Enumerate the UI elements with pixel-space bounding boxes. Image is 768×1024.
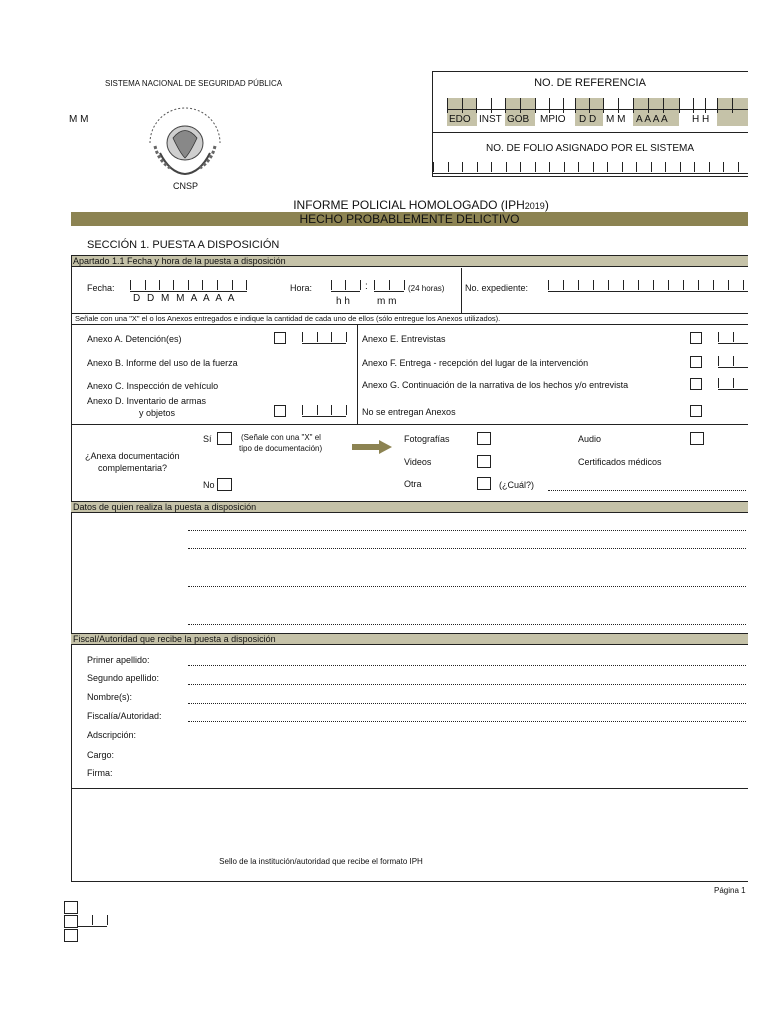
doc-type-videos: Videos xyxy=(404,457,432,467)
fiscalia-label: Fiscalía/Autoridad: xyxy=(87,711,162,721)
fecha-format: D D M M A A A A xyxy=(133,293,237,304)
si-checkbox[interactable] xyxy=(217,432,232,445)
cual-input[interactable] xyxy=(548,490,746,491)
reference-digit-row[interactable] xyxy=(447,98,748,110)
org-name: SISTEMA NACIONAL DE SEGURIDAD PÚBLICA xyxy=(105,79,283,88)
folio-title: NO. DE FOLIO ASIGNADO POR EL SISTEMA xyxy=(485,143,694,154)
adscripcion-label: Adscripción: xyxy=(87,730,137,740)
hora-separator: : xyxy=(365,281,368,292)
doc-question: ¿Anexa documentación xyxy=(85,451,180,461)
hora-label: Hora: xyxy=(290,283,313,293)
cnsp-label: CNSP xyxy=(173,181,199,191)
cual-label: (¿Cuál?) xyxy=(499,480,535,490)
si-label: Sí xyxy=(203,434,212,444)
doc-note: (Señale con una "X" el xyxy=(241,433,321,442)
datos-line[interactable] xyxy=(188,586,746,587)
firma-label: Firma: xyxy=(87,768,113,778)
anexo-d-label-2: y objetos xyxy=(139,408,176,418)
no-checkbox[interactable] xyxy=(217,478,232,491)
page-title: INFORME POLICIAL HOMOLOGADO (IPH2019) xyxy=(293,198,549,212)
anexo-d-checkbox[interactable] xyxy=(274,405,286,417)
apartado-band: Apartado 1.1 Fecha y hora de la puesta a disposición xyxy=(71,255,748,267)
ref-code-mpio: MPIO xyxy=(540,114,566,125)
hora-mm-label: m m xyxy=(377,296,397,307)
segundo-apellido-input[interactable] xyxy=(188,684,746,685)
anexo-a-count[interactable] xyxy=(302,332,346,344)
anexo-e-checkbox[interactable] xyxy=(690,332,702,344)
ref-code-mm: M M xyxy=(606,114,626,125)
datos-line[interactable] xyxy=(188,530,746,531)
nombres-label: Nombre(s): xyxy=(87,692,133,702)
fecha-label: Fecha: xyxy=(87,283,115,293)
anexo-d-count[interactable] xyxy=(302,405,346,417)
datos-band: Datos de quien realiza la puesta a disposición xyxy=(71,501,748,513)
fiscal-band: Fiscal/Autoridad que recibe la puesta a disposición xyxy=(71,633,748,645)
hora-hh-label: h h xyxy=(336,296,350,307)
anexo-a-label: Anexo A. Detención(es) xyxy=(87,334,182,344)
anexo-g-label: Anexo G. Continuación de la narrativa de los hechos y/o entrevista xyxy=(362,380,629,390)
no-label: No xyxy=(203,480,215,490)
folio-digit-row[interactable] xyxy=(433,162,748,174)
anexo-e-label: Anexo E. Entrevistas xyxy=(362,334,446,344)
no-anexos-label: No se entregan Anexos xyxy=(362,407,456,417)
doc-note-2: tipo de documentación) xyxy=(239,444,323,453)
doc-type-otra: Otra xyxy=(404,479,422,489)
anexo-b-label: Anexo B. Informe del uso de la fuerza xyxy=(87,358,238,368)
audio-checkbox[interactable] xyxy=(690,432,704,445)
section-title: SECCIÓN 1. PUESTA A DISPOSICIÓN xyxy=(87,239,280,251)
seal-emblem-icon xyxy=(140,98,230,180)
cargo-label: Cargo: xyxy=(87,750,115,760)
footer-box-3[interactable] xyxy=(64,929,78,942)
ref-code-inst: INST xyxy=(479,114,502,125)
segundo-apellido-label: Segundo apellido: xyxy=(87,673,160,683)
datos-line[interactable] xyxy=(188,548,746,549)
ref-code-dd: D D xyxy=(579,114,597,125)
anexo-f-label: Anexo F. Entrega - recepción del lugar de la intervención xyxy=(362,358,589,368)
ref-code-gob: GOB xyxy=(507,114,530,125)
page-number: Página 1 xyxy=(714,886,746,895)
sello-label: Sello de la institución/autoridad que recibe el formato IPH xyxy=(219,857,423,866)
hora-note: (24 horas) xyxy=(408,284,445,293)
doc-type-fotografias: Fotografías xyxy=(404,434,450,444)
ref-code-edo: EDO xyxy=(449,114,471,125)
fiscalia-input[interactable] xyxy=(188,721,746,722)
videos-checkbox[interactable] xyxy=(477,455,491,468)
fotografias-checkbox[interactable] xyxy=(477,432,491,445)
anexo-f-checkbox[interactable] xyxy=(690,356,702,368)
datos-line[interactable] xyxy=(188,624,746,625)
anexo-d-label: Anexo D. Inventario de armas xyxy=(87,396,207,406)
arrow-right-icon xyxy=(352,440,392,454)
nombres-input[interactable] xyxy=(188,703,746,704)
anexo-a-checkbox[interactable] xyxy=(274,332,286,344)
ref-code-hh: H H xyxy=(692,114,710,125)
anexos-note: Señale con una "X" el o los Anexos entregados e indique la cantidad de cada uno de ellos (sólo entregue los Anexos utilizados). xyxy=(75,314,501,323)
footer-box-1[interactable] xyxy=(64,901,78,914)
primer-apellido-label: Primer apellido: xyxy=(87,655,150,665)
footer-box-2[interactable] xyxy=(64,915,78,928)
doc-type-audio: Audio xyxy=(578,434,602,444)
expediente-label: No. expediente: xyxy=(465,283,529,293)
primer-apellido-input[interactable] xyxy=(188,665,746,666)
page-subtitle: HECHO PROBABLEMENTE DELICTIVO xyxy=(71,212,748,226)
ref-code-aaaa: A A A A xyxy=(636,114,668,125)
reference-title: NO. DE REFERENCIA xyxy=(534,77,646,89)
doc-type-certificados: Certificados médicos xyxy=(578,457,662,467)
doc-question-2: complementaria? xyxy=(98,463,168,473)
mm-label: M M xyxy=(69,114,89,125)
no-anexos-checkbox[interactable] xyxy=(690,405,702,417)
otra-checkbox[interactable] xyxy=(477,477,491,490)
anexo-c-label: Anexo C. Inspección de vehículo xyxy=(87,381,219,391)
anexo-g-checkbox[interactable] xyxy=(690,378,702,390)
